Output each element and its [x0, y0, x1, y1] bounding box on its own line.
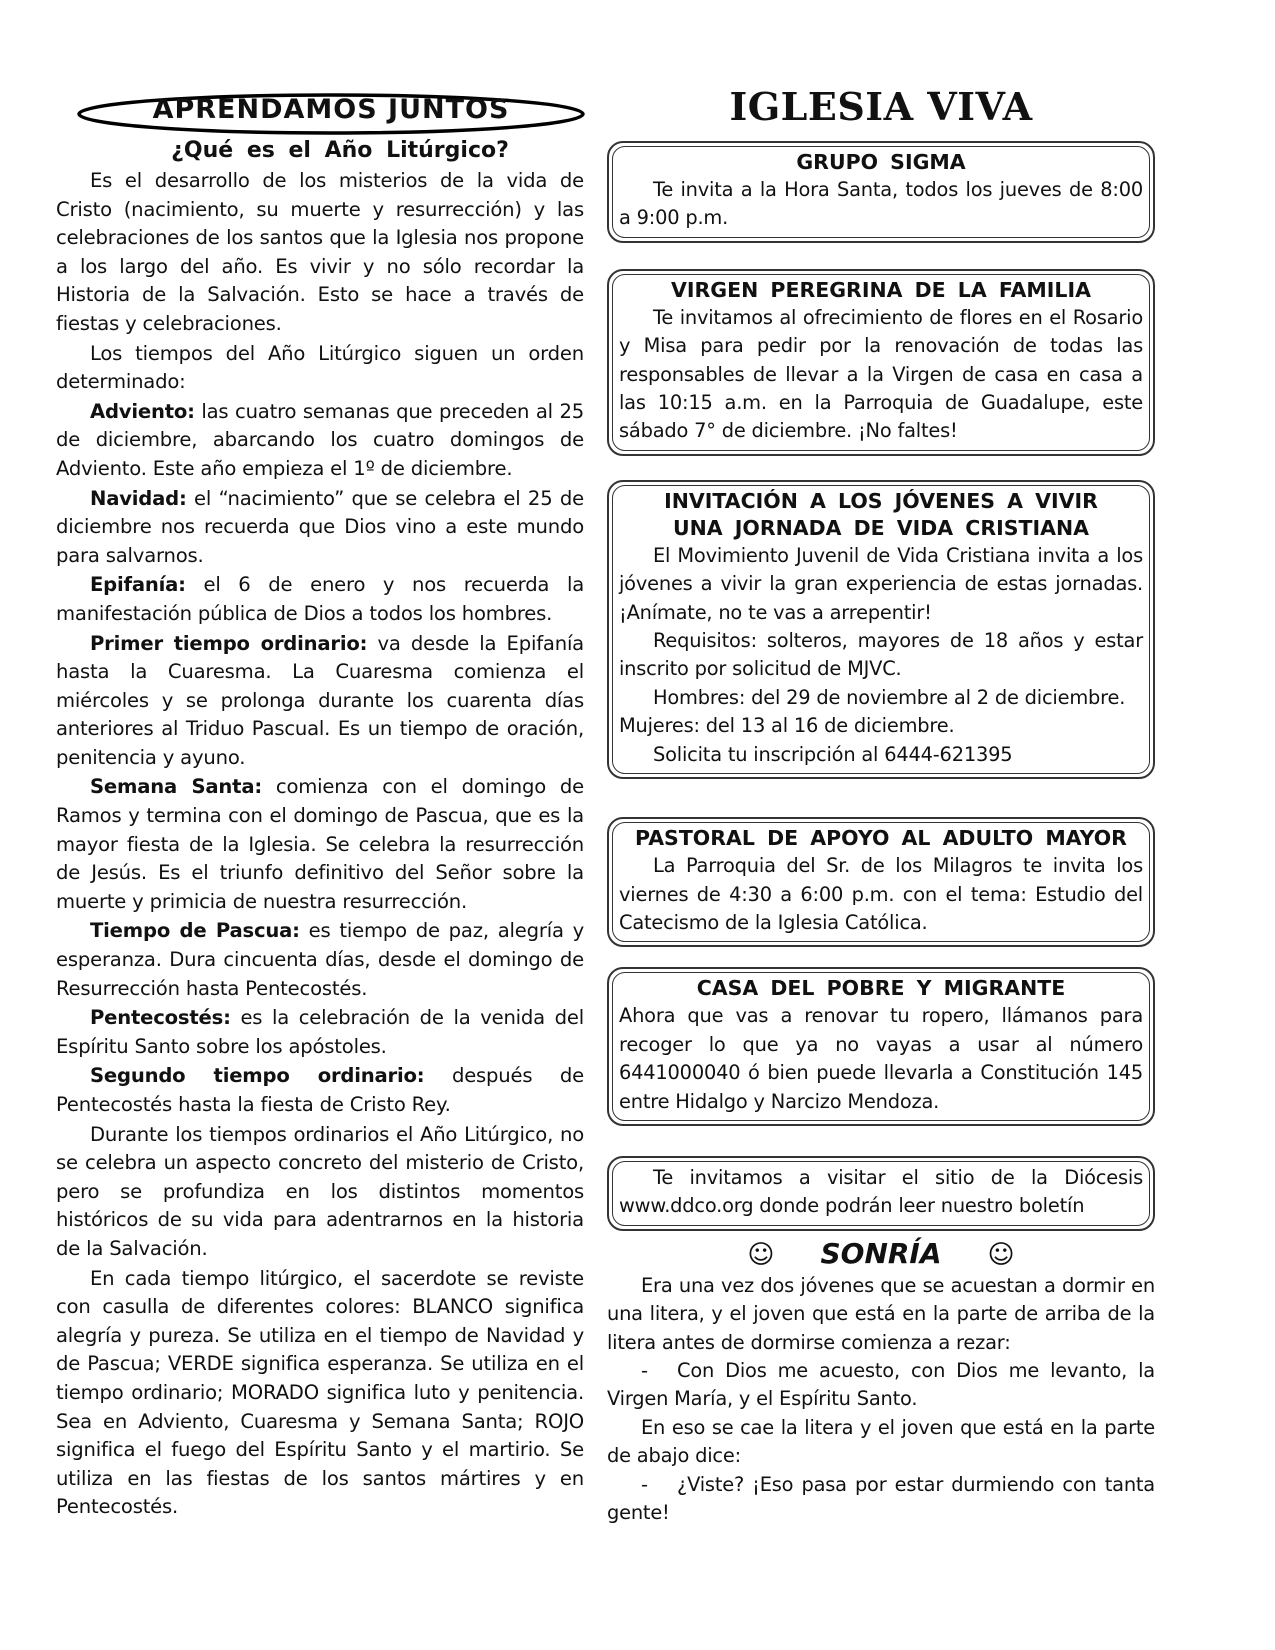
term-label: Primer tiempo ordinario: [90, 631, 368, 655]
article-paragraph [56, 571, 584, 628]
announcement-text: Te invitamos al ofrecimiento de flores en el Rosario y Misa para pedir por la renovación de todas las responsables de llevar a la Virgen de casa en casa a las 10:15 a.m. en la Parroquia de Guadalupe, este sábado 7° de diciembre. ¡No faltes! [619, 305, 1143, 443]
paragraph-text: las cuatro semanas que preceden al 25 de diciembre, abarcando los cuatro domingos de Adviento. Este año empieza el 1º de diciembre. [56, 399, 584, 480]
article-paragraph [56, 485, 584, 571]
article-paragraph [56, 630, 584, 773]
paragraph-text: comienza con el domingo de Ramos y termina con el domingo de Pascua, que es la mayor fiesta de la Iglesia. Se celebra la resurrección de Jesús. Es el triunfo definitivo del Señor sobre la muerte y primicia de nuestra resurrección. [56, 775, 584, 913]
dash: - [641, 1472, 648, 1496]
article-paragraph [56, 1004, 584, 1061]
paragraph-text: el “nacimiento” que se celebra el 25 de diciembre nos recuerda que Dios vino a este mundo para salvarnos. [56, 486, 584, 567]
joke-middle: En eso se cae la litera y el joven que está en la parte de abajo dice: [607, 1415, 1155, 1468]
term-label: Semana Santa: [90, 775, 262, 799]
paragraph-text: es tiempo de paz, alegría y esperanza. Dura cincuenta días, desde el domingo de Resurrección hasta Pentecostés. [56, 919, 584, 1000]
article-paragraph [56, 773, 584, 916]
announcement-virgen-peregrina [607, 269, 1155, 456]
dash: - [641, 1358, 648, 1382]
subtitle: ¿Qué es el Año Litúrgico? [171, 138, 509, 163]
article-paragraph [56, 167, 584, 339]
paragraph-text: después de Pentecostés hasta la fiesta de Cristo Rey. [56, 1064, 584, 1116]
term-label: Pentecostés: [90, 1006, 231, 1030]
announcement-casa-del-pobre [607, 967, 1155, 1126]
section-title-oval [76, 92, 584, 136]
paragraph-text: el 6 de enero y nos recuerda la manifestación pública de Dios a todos los hombres. [56, 573, 584, 625]
announcement-text: Hombres: del 29 de noviembre al 2 de diciembre. [653, 685, 1126, 709]
article-paragraph [56, 1062, 584, 1119]
term-label: Tiempo de Pascua: [90, 919, 300, 943]
left-column [56, 92, 584, 1523]
announcement-text: Mujeres: del 13 al 16 de diciembre. [619, 714, 955, 738]
joke-line-2 [607, 1471, 1155, 1528]
page-title: IGLESIA VIVA [729, 84, 1033, 129]
announcement-website [607, 1156, 1155, 1231]
term-label: Adviento: [90, 399, 195, 423]
section-title: APRENDAMOS JUNTOS [152, 94, 510, 125]
smiley-icon: ☺ [747, 1239, 775, 1270]
article-paragraph [56, 340, 584, 397]
announcement-text: El Movimiento Juvenil de Vida Cristiana invita a los jóvenes a vivir la gran experiencia de estas jornadas. ¡Anímate, no te vas a arrepentir! [619, 543, 1143, 624]
term-label: Segundo tiempo ordinario: [90, 1064, 425, 1088]
announcement-adulto-mayor [607, 817, 1155, 947]
announcement-title: VIRGEN PEREGRINA DE LA FAMILIA [671, 277, 1091, 302]
announcement-text: Te invita a la Hora Santa, todos los jueves de 8:00 a 9:00 p.m. [619, 178, 1143, 230]
article-paragraph [56, 917, 584, 1003]
announcement-title: PASTORAL DE APOYO AL ADULTO MAYOR [635, 826, 1127, 851]
article-paragraph [56, 1265, 584, 1522]
smiley-icon: ☺ [987, 1239, 1015, 1270]
announcement-title: CASA DEL POBRE Y MIGRANTE [696, 976, 1066, 1001]
announcement-jovenes [607, 480, 1155, 779]
sonria-title: SONRÍA [820, 1236, 942, 1270]
announcement-text: La Parroquia del Sr. de los Milagros te invita los viernes de 4:30 a 6:00 p.m. con el tema: Estudio del Catecismo de la Iglesia Católica. [619, 854, 1143, 934]
joke-text: Con Dios me acuesto, con Dios me levanto, la Virgen María, y el Espíritu Santo. [607, 1358, 1155, 1411]
article-body [56, 167, 584, 1522]
article-paragraph [56, 398, 584, 484]
paragraph-text: En cada tiempo litúrgico, el sacerdote se reviste con casulla de diferentes colores: BLANCO significa alegría y pureza. Se utiliza en el tiempo de Navidad y de Pascua; VERDE significa esperanza. Se utiliza en el tiempo ordinario; MORADO significa luto y penitencia. Sea en Adviento, Cuaresma y Semana Santa; ROJO significa el fuego del Espíritu Santo y el martirio. Se utiliza en las fiestas de los santos mártires y en Pentecostés. [56, 1266, 584, 1519]
article-paragraph [56, 1121, 584, 1264]
announcement-text: Requisitos: solteros, mayores de 18 años y estar inscrito por solicitud de MJVC. [619, 629, 1143, 681]
paragraph-text: Los tiempos del Año Litúrgico siguen un orden determinado: [56, 341, 584, 394]
announcement-title: INVITACIÓN A LOS JÓVENES A VIVIR UNA JORNADA DE VIDA CRISTIANA [664, 488, 1098, 540]
sonria-heading [607, 1237, 1155, 1272]
right-column [607, 84, 1155, 1527]
paragraph-text: Es el desarrollo de los misterios de la vida de Cristo (nacimiento, su muerte y resurrección) y las celebraciones de los santos que la Iglesia nos propone a los largo del año. Es vivir y no sólo recordar la Historia de la Salvación. Esto se hace a través de fiestas y celebraciones. [56, 169, 584, 335]
paragraph-text: Durante los tiempos ordinarios el Año Litúrgico, no se celebra un aspecto concreto del misterio de Cristo, pero se profundiza en los distintos momentos históricos de su vida para adentrarnos en la historia de la Salvación. [56, 1122, 584, 1260]
paragraph-text: es la celebración de la venida del Espíritu Santo sobre los apóstoles. [56, 1006, 584, 1058]
joke-intro: Era una vez dos jóvenes que se acuestan a dormir en una litera, y el joven que está en la parte de arriba de la litera antes de dormirse comienza a rezar: [607, 1273, 1155, 1354]
announcement-grupo-sigma [607, 141, 1155, 243]
term-label: Epifanía: [90, 573, 186, 597]
announcement-title: GRUPO SIGMA [796, 150, 966, 174]
announcement-text: Ahora que vas a renovar tu ropero, llámanos para recoger lo que ya no vayas a usar al número 6441000040 ó bien puede llevarla a Constitución 145 entre Hidalgo y Narcizo Mendoza. [619, 1004, 1143, 1113]
website-text[interactable]: Te invitamos a visitar el sitio de la Diócesis www.ddco.org donde podrán leer nuestro boletín [619, 1165, 1143, 1218]
paragraph-text: va desde la Epifanía hasta la Cuaresma. La Cuaresma comienza el miércoles y se prolonga durante los cuarenta días anteriores al Triduo Pascual. Es un tiempo de oración, penitencia y ayuno. [56, 631, 584, 769]
joke-line-1 [607, 1357, 1155, 1414]
joke-text: ¿Viste? ¡Eso pasa por estar durmiendo con tanta gente! [607, 1472, 1155, 1524]
term-label: Navidad: [90, 486, 187, 510]
announcement-phone: Solicita tu inscripción al 6444-621395 [653, 742, 1013, 766]
